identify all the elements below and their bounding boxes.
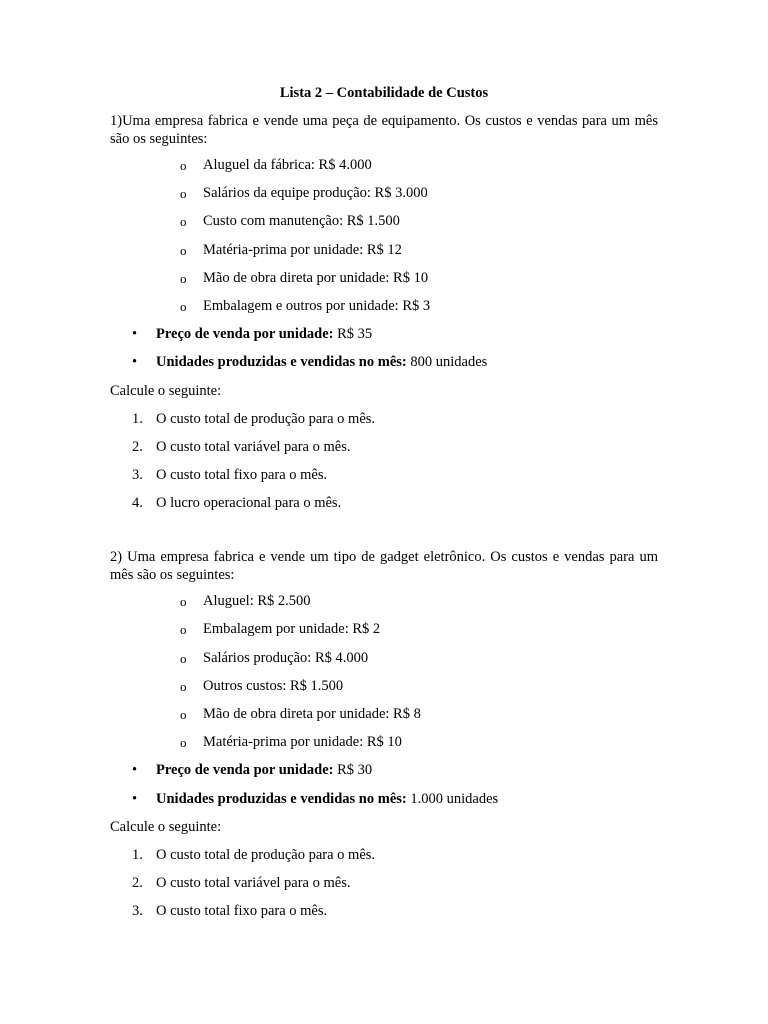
exercise-1-task-list	[110, 410, 658, 514]
task-item: 1. O custo total de produção para o mês.	[132, 410, 376, 427]
cost-item: o Mão de obra direta por unidade: R$ 10	[180, 269, 429, 286]
units-value: 1.000 unidades	[406, 790, 499, 807]
exercise-2-intro: 2) Uma empresa fabrica e vende um tipo de gadget eletrônico. Os custos e vendas para um mês são os seguintes:	[110, 549, 658, 584]
price-label: Preço de venda por unidade:	[156, 326, 334, 343]
exercise-2-task-list	[110, 846, 658, 921]
bullet-marker: •	[132, 354, 138, 371]
cost-item: o Outros custos: R$ 1.500	[180, 677, 344, 694]
bullet-marker: •	[132, 762, 138, 779]
price-value: R$ 35	[333, 326, 373, 343]
price-item	[110, 325, 658, 344]
sub-bullet-marker: o	[180, 622, 187, 638]
cost-item: o Aluguel: R$ 2.500	[180, 593, 311, 610]
sub-bullet-marker: o	[180, 678, 187, 694]
task-item: 1. O custo total de produção para o mês.	[132, 846, 376, 863]
cost-item: o Matéria-prima por unidade: R$ 12	[180, 241, 402, 258]
units-label: Unidades produzidas e vendidas no mês:	[156, 790, 407, 807]
sub-bullet-marker: o	[180, 298, 187, 314]
cost-item: o Aluguel da fábrica: R$ 4.000	[180, 157, 372, 173]
bullet-marker: •	[132, 790, 138, 807]
section-gap	[110, 522, 658, 548]
task-item: 3. O custo total fixo para o mês.	[132, 466, 328, 483]
cost-item: o Embalagem por unidade: R$ 2	[180, 621, 381, 638]
units-item	[110, 353, 658, 372]
units-value: 800 unidades	[406, 354, 488, 371]
sub-bullet-marker: o	[180, 735, 187, 751]
sub-bullet-marker: o	[180, 707, 187, 722]
price-label: Preço de venda por unidade:	[156, 762, 334, 779]
cost-item: o Mão de obra direta por unidade: R$ 8	[180, 706, 421, 722]
exercise-2-calc-label: Calcule o seguinte:	[110, 818, 222, 835]
exercise-1-calc-label: Calcule o seguinte:	[110, 382, 222, 399]
task-item: 3. O custo total fixo para o mês.	[132, 903, 328, 920]
bullet-marker: •	[132, 326, 138, 343]
task-item: 4. O lucro operacional para o mês.	[132, 495, 342, 512]
cost-item: o Matéria-prima por unidade: R$ 10	[180, 734, 402, 751]
cost-item: o Salários produção: R$ 4.000	[180, 649, 369, 666]
sub-bullet-marker: o	[180, 594, 187, 610]
cost-item: o Embalagem e outros por unidade: R$ 3	[180, 297, 431, 314]
cost-item: o Salários da equipe produção: R$ 3.000	[180, 185, 428, 202]
sub-bullet-marker: o	[180, 650, 187, 666]
sub-bullet-marker: o	[180, 158, 187, 173]
exercise-1	[110, 112, 658, 513]
exercise-1-intro: 1)Uma empresa fabrica e vende uma peça de equipamento. Os custos e vendas para um mês são os seguintes:	[110, 113, 658, 147]
sub-bullet-marker: o	[180, 270, 187, 286]
price-item	[110, 761, 658, 780]
document-title: Lista 2 – Contabilidade de Custos	[279, 85, 489, 101]
task-item: 2. O custo total variável para o mês.	[132, 438, 351, 455]
exercise-2	[110, 548, 658, 921]
units-label: Unidades produzidas e vendidas no mês:	[156, 354, 407, 371]
task-item: 2. O custo total variável para o mês.	[132, 874, 351, 891]
exercise-1-cost-list	[110, 156, 658, 316]
sub-bullet-marker: o	[180, 186, 187, 202]
sub-bullet-marker: o	[180, 242, 187, 258]
exercise-1-summary-list	[110, 325, 658, 372]
sub-bullet-marker: o	[180, 214, 187, 230]
document-page	[110, 84, 658, 930]
price-value: R$ 30	[333, 762, 373, 779]
exercise-2-cost-list	[110, 592, 658, 752]
units-item	[110, 790, 658, 809]
exercise-2-summary-list	[110, 761, 658, 808]
cost-item: o Custo com manutenção: R$ 1.500	[180, 213, 400, 230]
